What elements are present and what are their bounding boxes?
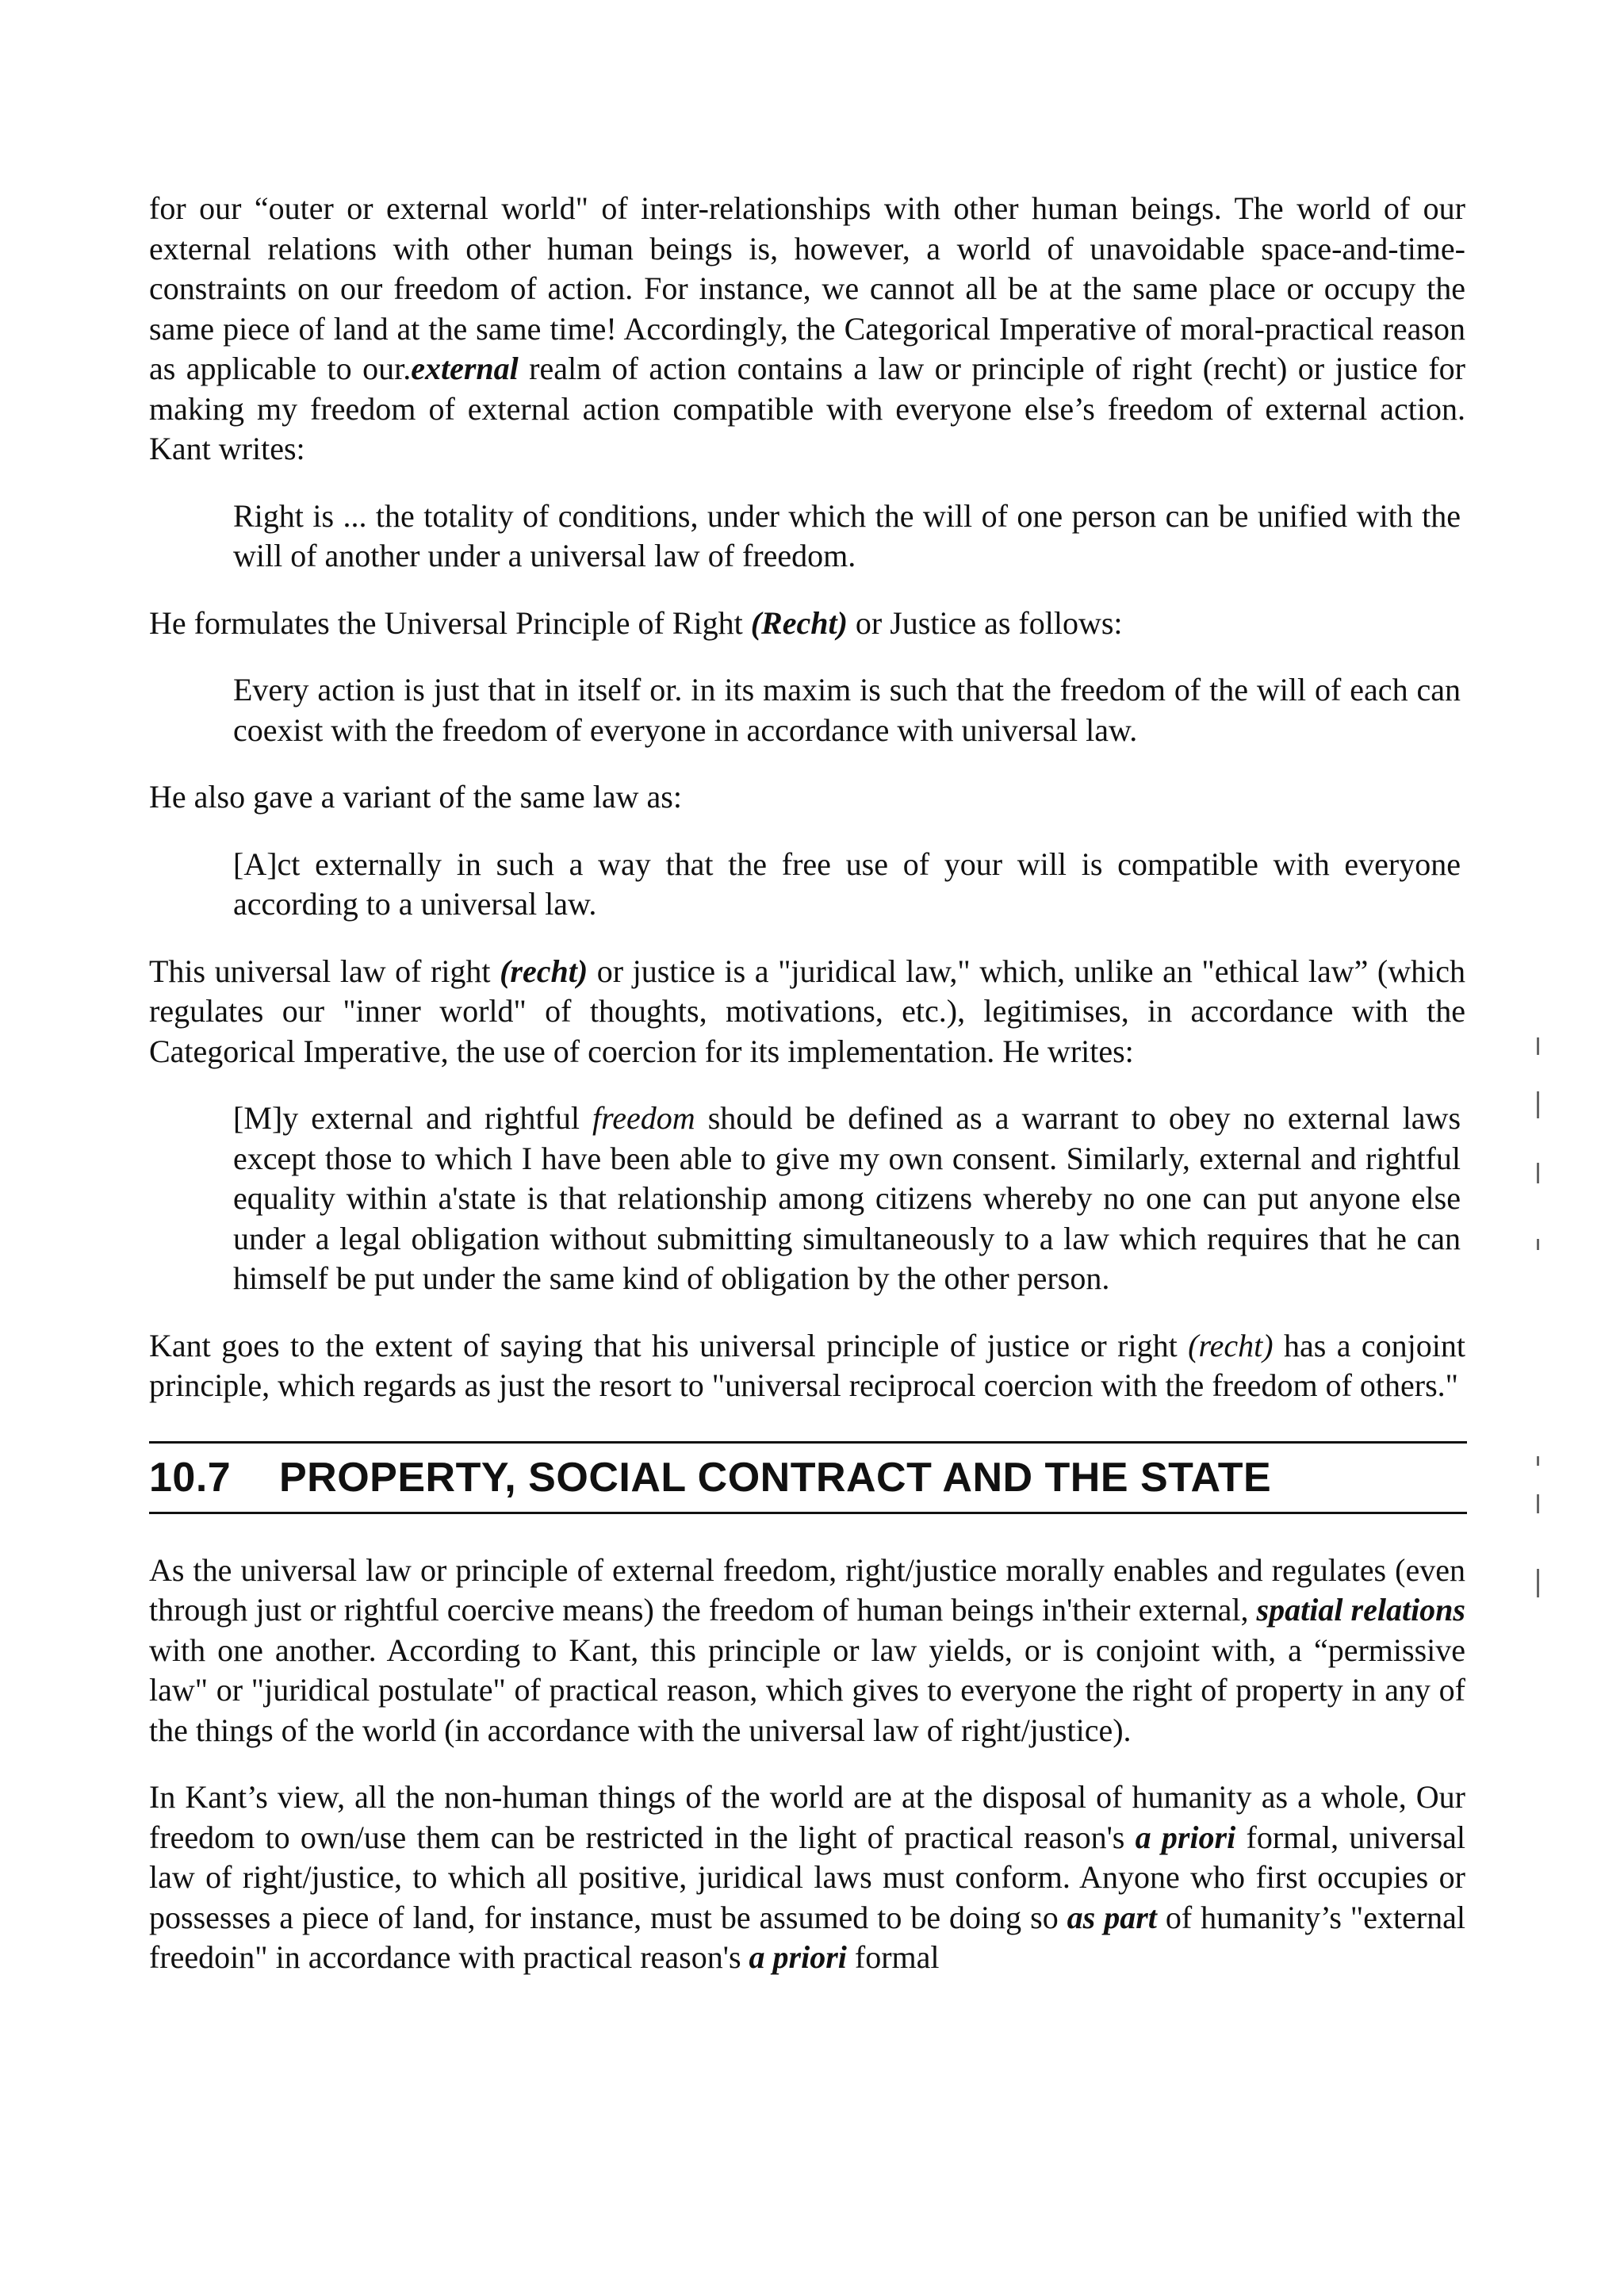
scan-artifact: [1537, 1569, 1539, 1597]
paragraph-text: realm of action contains a law or principle of right (recht) or justice for making my freedom of external action compatible with everyone else’s freedom of external action. Kant writes:: [149, 351, 1466, 466]
emphasis-freedom: freedom: [592, 1100, 695, 1136]
emphasis-spatial-relations: spatial relations: [1256, 1592, 1465, 1628]
section-title: PROPERTY, SOCIAL CONTRACT AND THE STATE: [279, 1454, 1272, 1501]
heading-rule-bottom: [149, 1512, 1467, 1514]
scan-artifact: [1537, 1037, 1539, 1055]
heading-rule-top: [149, 1441, 1467, 1444]
paragraph-text: He formulates the Universal Principle of Right: [149, 604, 751, 641]
paragraph-variant: He also gave a variant of the same law as:: [149, 779, 682, 815]
scan-artifact: [1537, 1239, 1539, 1250]
emphasis-external: external: [411, 351, 519, 386]
paragraph-text: As the universal law or principle of external freedom, right/justice morally enables and regulates (even through just or rightful coercive means) the freedom of human beings in'their external,: [149, 1551, 1465, 1628]
page-content: [149, 189, 1465, 1978]
paragraph-kants-view: [149, 1777, 1465, 1978]
paragraph-external-freedom: [149, 1551, 1465, 1751]
scan-artifact: [1537, 1163, 1539, 1183]
emphasis-recht: (recht): [1188, 1327, 1274, 1363]
section-number: 10.7: [149, 1454, 232, 1501]
paragraph-text: for our “outer or external world" of inter-relationships with other human beings. The world of our external relations with other human beings is, however, a world of unavoidable space-and-time-constraints on our freedom of action. For instance, we cannot all be at the same place or occupy the same piece of land at the same time! Accordingly, the Categorical Imperative of moral-practical reason as applicable to our.: [149, 190, 1465, 386]
paragraph-text: has a conjoint principle, which regards as just the resort to "universal reciprocal coercion with the freedom of others.": [149, 1327, 1465, 1403]
emphasis-a-priori: a priori: [749, 1939, 847, 1975]
paragraph-text: or justice is a "juridical law," which, unlike an "ethical law” (which regulates our "inner world" of thoughts, motivations, etc.), legitimises, in accordance with the Categorical Imperative, the use of coercion for its implementation. He writes:: [149, 953, 1465, 1069]
scan-artifact: [1537, 1091, 1539, 1118]
paragraph-universal-principle: [149, 604, 1465, 644]
section-heading: [149, 1453, 1465, 1502]
paragraph-text: This universal law of right: [149, 953, 500, 989]
emphasis-recht: (recht): [500, 953, 588, 989]
block-quote-rightful-freedom: [233, 1099, 1461, 1299]
paragraph-text: or Justice as follows:: [847, 604, 1123, 641]
paragraph-juridical-law: [149, 952, 1465, 1072]
scan-artifact: [1537, 1456, 1539, 1466]
paragraph-conjoint-principle: [149, 1326, 1465, 1406]
quote-text: [M]y external and rightful: [233, 1100, 593, 1136]
section-heading-block: [149, 1441, 1465, 1514]
paragraph-text: with one another. According to Kant, this principle or law yields, or is conjoint with, a “permissive law" or "juridical postulate" of practical reason, which gives to everyone the right of property in any of the things of the world (in accordance with the universal law of right/justice).: [149, 1632, 1465, 1748]
paragraph-outer-world: [149, 189, 1465, 470]
scan-artifact: [1537, 1494, 1539, 1513]
emphasis-a-priori: a priori: [1135, 1819, 1236, 1855]
quote-text: should be defined as a warrant to obey no external laws except those to which I have been able to give my own consent. Similarly, external and rightful equality within a'state is that relationship among citizens whereby no one can put anyone else under a legal obligation without submitting simultaneously to a law which requires that he can himself be put under the same kind of obligation by the other person.: [233, 1100, 1461, 1296]
paragraph-text: Kant goes to the extent of saying that his universal principle of justice or right: [149, 1327, 1189, 1363]
paragraph-text: formal, universal law of right/justice, to which all positive, juridical laws must conform. Anyone who first occupies or possesses a piece of land, for instance, must be assumed to be doing so: [149, 1819, 1465, 1935]
block-quote-act-externally: [A]ct externally in such a way that the free use of your will is compatible with everyone according to a universal law.: [233, 845, 1461, 922]
paragraph-text: In Kant’s view, all the non-human things of the world are at the disposal of humanity as a whole, Our freedom to own/use them can be restricted in the light of practical reason's: [149, 1779, 1465, 1855]
paragraph-text: of humanity’s "external freedoin" in accordance with practical reason's: [149, 1899, 1466, 1975]
emphasis-recht: (Recht): [750, 604, 848, 641]
block-quote-right-definition: Right is ... the totality of conditions, under which the will of one person can be unified with the will of another under a universal law of freedom.: [233, 497, 1461, 573]
paragraph-text: formal: [846, 1939, 940, 1975]
block-quote-every-action: Every action is just that in itself or. in its maxim is such that the freedom of the will of each can coexist with the freedom of everyone in accordance with universal law.: [233, 672, 1461, 748]
emphasis-as-part: as part: [1067, 1899, 1157, 1935]
